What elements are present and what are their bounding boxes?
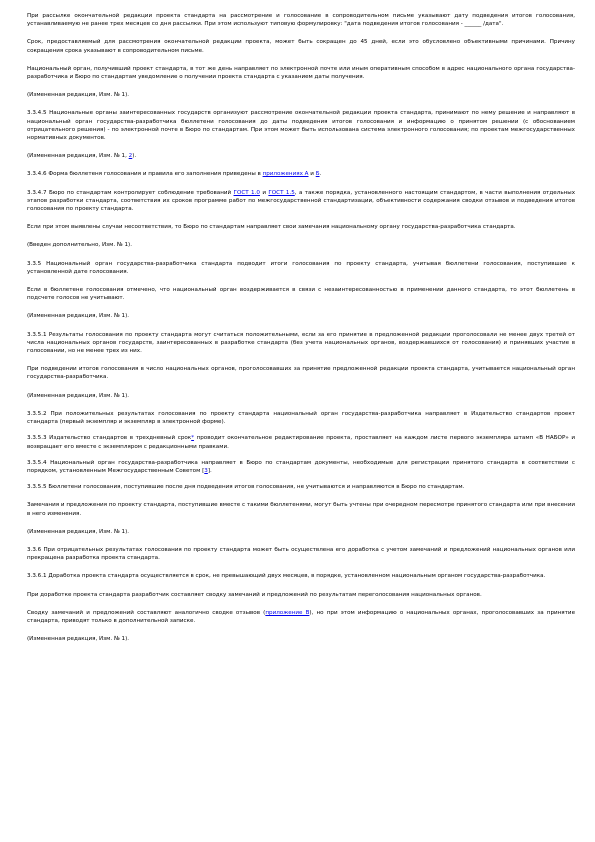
note-text: (Измененная редакция, Изм. № 1). [27, 636, 130, 643]
amendment-2-link[interactable]: 2 [128, 153, 133, 160]
clause-3-3-4-6 [27, 170, 575, 178]
note-text: (Измененная редакция, Изм. № 1). [27, 313, 130, 320]
amendment-note [27, 392, 575, 400]
appendix-a-link[interactable]: приложениях А [262, 171, 309, 178]
clause-3-3-4-7 [27, 189, 575, 214]
paragraph-text: 3.3.4.6 Форма бюллетеня голосования и правила его заполнения приведены в [27, 171, 263, 178]
clause-3-3-6-1 [27, 572, 575, 580]
clause-3-3-5-4 [27, 459, 575, 475]
paragraph-text: 3.3.5 Национальный орган государства-разработчика стандарта подводит итоги голосования по проекту стандарта, учитывая бюллетени голосования, поступившие к установленной дате голосования. [27, 260, 575, 275]
gost-1-0-link[interactable]: ГОСТ 1.0 [233, 189, 260, 196]
clause-3-3-5-5 [27, 483, 575, 491]
note-text: (Измененная редакция, Изм. № 1). [27, 528, 130, 535]
paragraph-text: 3.3.6.1 Доработка проекта стандарта осуществляется в срок, не превышающий двух месяцев, в порядке, установленном национальным органом государства-разработчика. [27, 573, 546, 580]
note-text: ). [132, 153, 137, 160]
reference-3-link[interactable]: 3 [204, 467, 208, 474]
paragraph [27, 223, 575, 231]
appendix-v-link[interactable]: приложение В [265, 609, 310, 616]
paragraph-text: При подведении итогов голосования в число национальных органов, проголосовавших за принятие предложенной редакции проекта стандарта, учитывается национальный орган государства-разработчика. [27, 366, 575, 381]
paragraph [27, 609, 575, 625]
paragraph-text: Сводку замечаний и предложений составляют аналогично сводке отзывов ( [27, 609, 266, 616]
paragraph-text: Срок, предоставляемый для рассмотрения окончательной редакции проекта, может быть сокращен до 45 дней, если это обусловлено объективными причинами. Причину сокращения срока указывают в сопроводительном письме. [27, 39, 575, 54]
paragraph-text: и [259, 189, 269, 196]
paragraph-text: 3.3.6 При отрицательных результатах голосования по проекту стандарта может быть осуществлена его доработка с учетом замечаний и предложений национальных органов или прекращена разработка проекта стандарта. [27, 546, 575, 562]
paragraph-text: проводит окончательное редактирование проекта, проставляет на каждом листе первого экземпляра штамп «В НАБОР» и возвращает его вместе с экземпляром с редакционными правками. [27, 435, 575, 450]
paragraph-text: Если в бюллетене голосования отмечено, что национальный орган воздерживается в связи с незаинтересованностью в применении данного стандарта, то этот бюллетень в подсчете голосов не учитывают. [27, 287, 575, 302]
paragraph [27, 365, 575, 381]
paragraph [27, 38, 575, 54]
clause-3-3-6 [27, 546, 575, 562]
clause-3-3-5-2 [27, 410, 575, 426]
paragraph-text: При доработке проекта стандарта разработчик составляет сводку замечаний и предложений по результатам переголосования национальных органов. [27, 591, 482, 598]
gost-1-5-link[interactable]: ГОСТ 1.5 [268, 189, 295, 196]
paragraph-text: , а также порядка, установленного настоящим стандартом, в части выполнения отдельных этапов разработки стандарта, соответствия их сроков программе работ по межгосударственной стандартизации, объективности содержания сводки отзывов и подведения итогов голосования по проекту стандарта. [27, 189, 576, 213]
amendment-note [27, 91, 575, 99]
paragraph [27, 65, 575, 81]
paragraph-text: 3.3.5.2 При положительных результатах голосования по проекту стандарта национальный орган государства-разработчика направляет в Издательство стандартов проект стандарта (первый экземпляр и экземпляр в электронной форме). [27, 410, 575, 426]
paragraph-text: ), но при этом информацию о национальных органах, проголосовавших за принятие стандарта, приводят только в дополнительной записке. [27, 609, 576, 624]
appendix-b-link[interactable]: Б [315, 171, 320, 178]
note-text: (Измененная редакция, Изм. № 1). [27, 92, 130, 99]
paragraph-text: . [319, 171, 322, 178]
paragraph-text: 3.3.5.1 Результаты голосования по проекту стандарта могут считаться положительными, если за его принятие в предложенной редакции проголосовали не менее двух третей от числа национальных органов государств, заинтересованных в разработке стандарта (без учета национальных органов, воздержавшихся от голосования) и принявших участие в голосовании, но не менее трех из них. [27, 331, 575, 355]
paragraph-text: При рассылке окончательной редакции проекта стандарта на рассмотрение и голосование в сопроводительном письме указывают дату подведения итогов голосования, устанавливаемую не ранее трех месяцев со дня рассылки. При этом используют типовую формулировку: "дата подведения итогов голосования - ______ /дата". [27, 13, 575, 28]
paragraph [27, 286, 575, 302]
paragraph [27, 12, 575, 28]
paragraph-text: Национальный орган, получивший проект стандарта, в тот же день направляет по электронной почте или иным оперативным способом в адрес национального органа государства-разработчика и Бюро по стандартам уведомление о получении проекта стандарта с указанием даты получения. [27, 65, 575, 81]
paragraph-text: 3.3.5.5 Бюллетени голосования, поступившие после дня подведения итогов голосования, не учитываются и направляются в Бюро по стандартам. [27, 484, 465, 491]
paragraph-text: 3.3.5.3 Издательство стандартов в трехдневный срок [27, 435, 192, 442]
amendment-note [27, 241, 575, 249]
paragraph-text: Замечания и предложения по проекту стандарта, поступившие вместе с такими бюллетенями, могут быть учтены при очередном пересмотре принятого стандарта или при внесении в него изменения. [27, 502, 575, 517]
note-text: (Введен дополнительно, Изм. № 1). [27, 242, 132, 249]
paragraph-text: Если при этом выявлены случаи несоответствия, то Бюро по стандартам направляет свои замечания национальному органу государства-разработчика стандарта. [27, 224, 516, 231]
amendment-note [27, 528, 575, 536]
clause-3-3-5 [27, 260, 575, 276]
paragraph [27, 501, 575, 517]
footnote-link[interactable]: * [191, 435, 194, 442]
paragraph-text: 3.3.4.7 Бюро по стандартам контролирует соблюдение требований [27, 189, 234, 196]
amendment-note [27, 312, 575, 320]
paragraph-text: 3.3.5.4 Национальный орган государства-разработчика направляет в Бюро по стандартам документы, необходимые для регистрации принятого стандарта в соответствии с порядком, установленным Межгосударственным Советом [ [27, 459, 575, 474]
paragraph-text: ]. [207, 467, 212, 474]
clause-3-3-4-5 [27, 109, 575, 142]
clause-3-3-5-1 [27, 331, 575, 356]
amendment-note [27, 635, 575, 643]
amendment-note [27, 152, 575, 160]
paragraph-text: и [308, 171, 316, 178]
clause-3-3-5-3 [27, 434, 575, 450]
paragraph [27, 591, 575, 599]
note-text: (Измененная редакция, Изм. № 1, [27, 153, 129, 160]
paragraph-text: 3.3.4.5 Национальные органы заинтересованных государств организуют рассмотрение окончательной редакции проекта стандарта, принимают по нему решение и направляют в национальный орган государства-разработчика бюллетени голосования до даты подведения итогов голосования и информацию о принятом решении (с обоснованием отрицательного решения) - по электронной почте в Бюро по стандартам. При этом может быть использована система электронного голосования; по проектам межгосударственных нормативных документов. [27, 110, 575, 142]
note-text: (Измененная редакция, Изм. № 1). [27, 392, 130, 399]
